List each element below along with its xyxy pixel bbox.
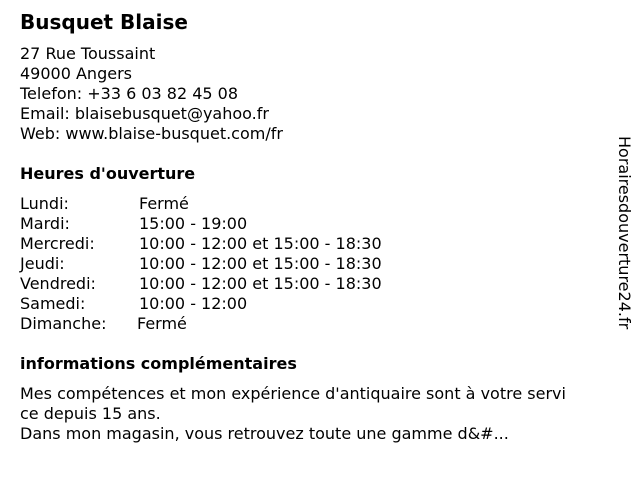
additional-info-text xyxy=(20,384,620,444)
site-watermark: Horairesdouverture24.fr xyxy=(615,136,634,330)
day-hours: 15:00 - 19:00 xyxy=(139,214,248,233)
hours-row-thursday xyxy=(20,254,382,274)
email-address: Email: blaisebusquet@yahoo.fr xyxy=(20,104,269,123)
additional-info-heading: informations complémentaires xyxy=(20,354,297,373)
day-label: Mercredi: xyxy=(20,234,95,253)
day-hours: 10:00 - 12:00 xyxy=(139,294,248,313)
hours-row-saturday xyxy=(20,294,382,314)
day-label: Vendredi: xyxy=(20,274,96,293)
hours-row-tuesday xyxy=(20,214,382,234)
hours-row-sunday xyxy=(20,314,382,334)
day-label: Lundi: xyxy=(20,194,69,213)
info-line: Mes compétences et mon expérience d'antiquaire sont à votre servi xyxy=(20,384,566,403)
phone-number: Telefon: +33 6 03 82 45 08 xyxy=(20,84,239,103)
day-label: Dimanche: xyxy=(20,314,107,333)
day-hours: 10:00 - 12:00 et 15:00 - 18:30 xyxy=(139,234,382,253)
day-label: Jeudi: xyxy=(20,254,65,273)
day-label: Samedi: xyxy=(20,294,86,313)
hours-row-friday xyxy=(20,274,382,294)
business-name: Busquet Blaise xyxy=(20,10,188,34)
day-hours: Fermé xyxy=(137,314,187,333)
day-hours: 10:00 - 12:00 et 15:00 - 18:30 xyxy=(139,274,382,293)
day-label: Mardi: xyxy=(20,214,70,233)
day-hours: Fermé xyxy=(139,194,189,213)
opening-hours-table xyxy=(20,194,382,334)
info-line: Dans mon magasin, vous retrouvez toute une gamme d&#... xyxy=(20,424,509,443)
contact-block xyxy=(20,44,283,144)
street-address: 27 Rue Toussaint xyxy=(20,44,156,63)
day-hours: 10:00 - 12:00 et 15:00 - 18:30 xyxy=(139,254,382,273)
hours-row-wednesday xyxy=(20,234,382,254)
city-postal: 49000 Angers xyxy=(20,64,132,83)
info-line: ce depuis 15 ans. xyxy=(20,404,161,423)
opening-hours-heading: Heures d'ouverture xyxy=(20,164,196,183)
website-url: Web: www.blaise-busquet.com/fr xyxy=(20,124,283,143)
hours-row-monday xyxy=(20,194,382,214)
